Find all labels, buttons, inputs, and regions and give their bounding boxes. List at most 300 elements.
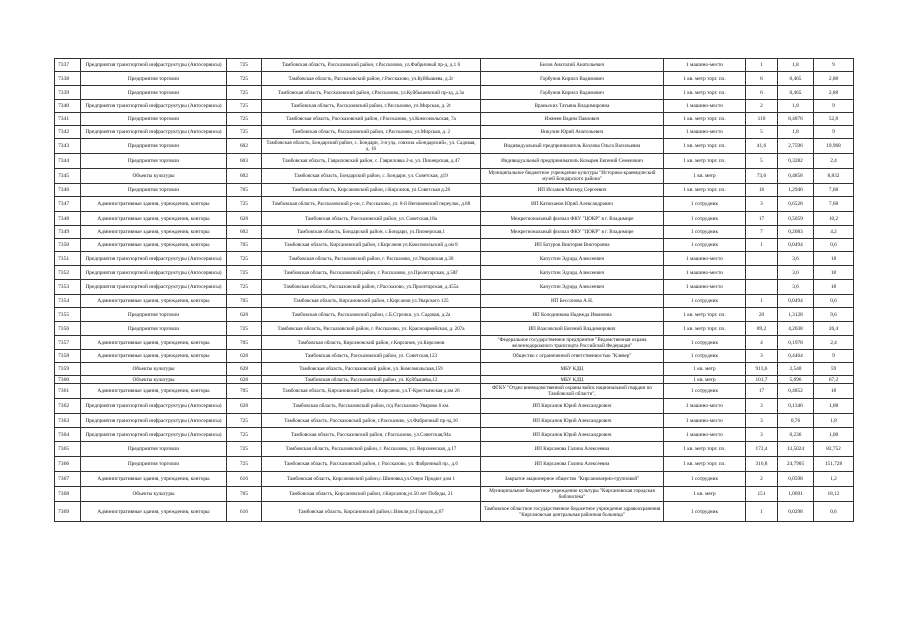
- quantity-cell: 5: [746, 126, 778, 139]
- object-type-cell: Административные здания, учреждения, конторы: [81, 226, 227, 239]
- quantity-cell: 89,2: [746, 322, 778, 336]
- quantity-cell: 4: [746, 336, 778, 350]
- organization-cell: Межрегиональный филиал ФКУ "ЦОКР" в г. Владимире: [481, 212, 664, 226]
- measure-unit-cell: 1 сотрудник: [664, 350, 746, 363]
- okato-code-cell: 628: [227, 399, 262, 414]
- rate-value-cell: 3,6: [778, 280, 814, 295]
- quantity-cell: 913,6: [746, 363, 778, 376]
- rate-value-cell: 5,696: [778, 376, 814, 384]
- organization-cell: ФГКУ "Отдел вневедомственной охраны войск национальной гвардии по Тамбовской области",: [481, 384, 664, 399]
- organization-cell: Индивидуальный предприниматель Козлова Ольга Васильевна: [481, 139, 664, 154]
- norm-value-cell: 1,08: [814, 399, 854, 414]
- organization-cell: ИП Кирсанов Юрий Александрович: [481, 428, 664, 442]
- table-row: [55, 384, 854, 399]
- object-type-cell: Предприятия транспортной инфраструктуры (Автосервисы): [81, 399, 227, 414]
- measure-unit-cell: 1 машино-место: [664, 100, 746, 113]
- okato-code-cell: 705: [227, 295, 262, 308]
- measure-unit-cell: 1 сотрудник: [664, 226, 746, 239]
- address-cell: Тамбовская область, Бондарский район, с.Бондари, ул.Пионерская,1: [262, 226, 481, 239]
- address-cell: Тамбовская область, Рассказовский район, г.Рассказово, ул.Мирская, д. 2г: [262, 100, 481, 113]
- organization-cell: ИП Исхаков Махмуд Сергеевич: [481, 184, 664, 197]
- measure-unit-cell: 1 кв. метр торг. пл.: [664, 113, 746, 126]
- norm-value-cell: 1,08: [814, 428, 854, 442]
- table-row: [55, 502, 854, 522]
- table-row: [55, 126, 854, 139]
- norm-value-cell: 10,2: [814, 212, 854, 226]
- measure-unit-cell: 1 машино-место: [664, 280, 746, 295]
- document-sheet: [54, 58, 853, 522]
- quantity-cell: 2: [746, 472, 778, 487]
- norm-value-cell: 9: [814, 350, 854, 363]
- rate-value-cell: 4,2038: [778, 322, 814, 336]
- object-type-cell: Административные здания, учреждения, конторы: [81, 502, 227, 522]
- object-type-cell: Предприятия транспортной инфраструктуры (Автосервисы): [81, 266, 227, 280]
- norm-value-cell: 18: [814, 384, 854, 399]
- organization-cell: Муниципальное бюджетное учреждение культуры "Историко-краеведческий музей Бондарского района": [481, 169, 664, 184]
- rate-value-cell: 2,540: [778, 363, 814, 376]
- address-cell: Тамбовская область, Бондарский район, с. Бондари, ул. Советская, д19: [262, 169, 481, 184]
- row-number-cell: 7363: [55, 414, 81, 428]
- address-cell: Тамбовская область, Рассказовский район, г.Рассказово, ул.Пролетарская, д.455а: [262, 280, 481, 295]
- address-cell: Тамбовская область, Рассказовский район, г. Рассказово, ул.Уваровская д.30: [262, 252, 481, 266]
- organization-cell: ИП Катюханов Юрий Александрович: [481, 197, 664, 212]
- address-cell: Тамбовская область, Кирсановский район,с.Вяжли,ул.Городок,д.67: [262, 502, 481, 522]
- okato-code-cell: 725: [227, 126, 262, 139]
- measure-unit-cell: 1 сотрудник: [664, 472, 746, 487]
- okato-code-cell: 705: [227, 487, 262, 502]
- rate-value-cell: 0,4464: [778, 350, 814, 363]
- row-number-cell: 7340: [55, 100, 81, 113]
- object-type-cell: Предприятия торговли: [81, 308, 227, 322]
- measure-unit-cell: 1 кв. метр: [664, 376, 746, 384]
- table-row: [55, 59, 854, 72]
- table-row: [55, 336, 854, 350]
- row-number-cell: 7351: [55, 252, 81, 266]
- quantity-cell: [746, 252, 778, 266]
- organization-cell: ИП Кирсанова Галина Алексеевна: [481, 442, 664, 457]
- rate-value-cell: 1,8: [778, 59, 814, 72]
- rate-value-cell: 24,7905: [778, 457, 814, 472]
- organization-cell: Горбунов Кирилл Вадимович: [481, 72, 664, 86]
- okato-code-cell: 602: [227, 139, 262, 154]
- object-type-cell: Предприятия транспортной инфраструктуры (Автосервисы): [81, 428, 227, 442]
- address-cell: Тамбовская область, Рассказовский район, ул. Советская,18а: [262, 212, 481, 226]
- norm-value-cell: 26,4: [814, 322, 854, 336]
- quantity-cell: 5: [746, 154, 778, 169]
- address-cell: Тамбовская область, Рассказовский район, г.Рассказово, ул.Фабричный пр-д, д.1 б: [262, 59, 481, 72]
- object-type-cell: Административные здания, учреждения, конторы: [81, 239, 227, 252]
- norm-value-cell: 2,88: [814, 86, 854, 100]
- row-number-cell: 7369: [55, 502, 81, 522]
- okato-code-cell: 628: [227, 308, 262, 322]
- table-row: [55, 113, 854, 126]
- address-cell: Тамбовская область, Рассказовский район, г.Рассказово, ул.Мирская, д. 2: [262, 126, 481, 139]
- organization-cell: Горбунов Кирилл Вадимович: [481, 86, 664, 100]
- measure-unit-cell: 1 машино-место: [664, 414, 746, 428]
- norm-value-cell: 67,2: [814, 376, 854, 384]
- address-cell: Тамбовская область, Рассказовский район, г.Рассказово, ул.Фабричный пр-зд,16: [262, 414, 481, 428]
- rate-value-cell: 2,7596: [778, 139, 814, 154]
- organization-cell: Ижнеев Вадим Павлович: [481, 113, 664, 126]
- okato-code-cell: 628: [227, 363, 262, 376]
- quantity-cell: 7: [746, 226, 778, 239]
- measure-unit-cell: 1 кв. метр торг. пл.: [664, 72, 746, 86]
- measure-unit-cell: 1 машино-место: [664, 252, 746, 266]
- row-number-cell: 7353: [55, 280, 81, 295]
- object-type-cell: Предприятия транспортной инфраструктуры (Автосервисы): [81, 414, 227, 428]
- object-type-cell: Административные здания, учреждения, конторы: [81, 384, 227, 399]
- table-row: [55, 442, 854, 457]
- rate-value-cell: 0,76: [778, 414, 814, 428]
- object-type-cell: Предприятия торговли: [81, 113, 227, 126]
- rate-value-cell: 1,2946: [778, 184, 814, 197]
- norm-value-cell: 18: [814, 252, 854, 266]
- okato-code-cell: 725: [227, 428, 262, 442]
- okato-code-cell: 725: [227, 252, 262, 266]
- norm-value-cell: 59: [814, 363, 854, 376]
- organization-cell: ИП Кирсанова Галина Алексеевна: [481, 457, 664, 472]
- okato-code-cell: 628: [227, 350, 262, 363]
- quantity-cell: 3: [746, 414, 778, 428]
- norm-value-cell: 151,728: [814, 457, 854, 472]
- measure-unit-cell: 1 кв. метр торг. пл.: [664, 322, 746, 336]
- norm-value-cell: 18: [814, 266, 854, 280]
- row-number-cell: 7359: [55, 363, 81, 376]
- organization-cell: Враньских Татьяна Владимировна: [481, 100, 664, 113]
- okato-code-cell: 725: [227, 442, 262, 457]
- row-number-cell: 7350: [55, 239, 81, 252]
- organization-cell: ИП Батуров Виктория Викторовна: [481, 239, 664, 252]
- quantity-cell: 110: [746, 113, 778, 126]
- row-number-cell: 7366: [55, 457, 81, 472]
- rate-value-cell: 13,5024: [778, 442, 814, 457]
- okato-code-cell: 725: [227, 100, 262, 113]
- address-cell: Тамбовская область, Рассказовский район, г. Рассказово, ул. Верхненская, д.17: [262, 442, 481, 457]
- okato-code-cell: 616: [227, 502, 262, 522]
- measure-unit-cell: 1 кв. метр: [664, 169, 746, 184]
- object-type-cell: Предприятия торговли: [81, 139, 227, 154]
- object-type-cell: Предприятия торговли: [81, 322, 227, 336]
- measure-unit-cell: 1 сотрудник: [664, 212, 746, 226]
- okato-code-cell: 725: [227, 266, 262, 280]
- address-cell: Тамбовская область, Рассказовский район, г.Рассказово, ул.Куйбышевский пр-зд, д.3а: [262, 86, 481, 100]
- okato-code-cell: 725: [227, 322, 262, 336]
- measure-unit-cell: 1 кв. метр: [664, 363, 746, 376]
- quantity-cell: 172,4: [746, 442, 778, 457]
- row-number-cell: 7368: [55, 487, 81, 502]
- rate-value-cell: 0,1346: [778, 399, 814, 414]
- row-number-cell: 7347: [55, 197, 81, 212]
- organization-cell: ИП Колодникова Надежда Ивановна: [481, 308, 664, 322]
- address-cell: Тамбовская область, Кирсановский район, г.Кирсанов, ул.Советская д.28: [262, 184, 481, 197]
- norm-value-cell: 8,832: [814, 169, 854, 184]
- address-cell: Тамбовская область, Рассказовский р-он, г. Рассказово, ул. 8-й Неплюевский переулок, д.88: [262, 197, 481, 212]
- row-number-cell: 7355: [55, 308, 81, 322]
- norm-value-cell: 18,12: [814, 487, 854, 502]
- address-cell: Тамбовская область, Кирсановский район, г.Кирсанов ул.Уварского 125: [262, 295, 481, 308]
- row-number-cell: 7338: [55, 72, 81, 86]
- measure-unit-cell: 1 машино-место: [664, 126, 746, 139]
- address-cell: Тамбовская область, Рассказовский район, ул. Куйбышева,12: [262, 376, 481, 384]
- row-number-cell: 7341: [55, 113, 81, 126]
- rate-value-cell: 0,0298: [778, 502, 814, 522]
- object-type-cell: Объекты культуры: [81, 363, 227, 376]
- table-row: [55, 414, 854, 428]
- organization-cell: ИП Бессонова А.Н.: [481, 295, 664, 308]
- address-cell: Тамбовская область, Кирсановский район, г.Кирсанов, ул.Кирсанов: [262, 336, 481, 350]
- table-row: [55, 487, 854, 502]
- okato-code-cell: 725: [227, 72, 262, 86]
- organization-cell: Тамбовское областное государственное бюджетное учреждение здравоохранения "Кирсановская центральная районная больница": [481, 502, 664, 522]
- rate-value-cell: 8,4876: [778, 113, 814, 126]
- measure-unit-cell: 1 кв. метр торг. пл.: [664, 308, 746, 322]
- organization-cell: ИП Власовский Евгений Владимирович: [481, 322, 664, 336]
- quantity-cell: 151: [746, 487, 778, 502]
- object-type-cell: Предприятия транспортной инфраструктуры (Автосервисы): [81, 126, 227, 139]
- rate-value-cell: 0,3282: [778, 154, 814, 169]
- address-cell: Тамбовская область, Рассказовский район, ул. Советская,123: [262, 350, 481, 363]
- rate-value-cell: 0,0494: [778, 295, 814, 308]
- quantity-cell: 6: [746, 86, 778, 100]
- norm-value-cell: 19,968: [814, 139, 854, 154]
- organization-cell: Капустин Эдуард Алексеевич: [481, 280, 664, 295]
- table-row: [55, 295, 854, 308]
- rate-value-cell: 0,4858: [778, 169, 814, 184]
- quantity-cell: [746, 266, 778, 280]
- table-row: [55, 266, 854, 280]
- row-number-cell: 7348: [55, 212, 81, 226]
- table-row: [55, 399, 854, 414]
- quantity-cell: 1: [746, 239, 778, 252]
- address-cell: Тамбовская область, Кирсановский район, г.Кирсанов ул.Комсомольский д.ом 8: [262, 239, 481, 252]
- quantity-cell: 3: [746, 197, 778, 212]
- quantity-cell: 41,6: [746, 139, 778, 154]
- row-number-cell: 7343: [55, 139, 81, 154]
- table-row: [55, 428, 854, 442]
- okato-code-cell: 725: [227, 457, 262, 472]
- quantity-cell: 6: [746, 72, 778, 86]
- table-row: [55, 154, 854, 169]
- measure-unit-cell: 1 машино-место: [664, 266, 746, 280]
- norm-value-cell: 9: [814, 126, 854, 139]
- okato-code-cell: 725: [227, 197, 262, 212]
- table-row: [55, 169, 854, 184]
- row-number-cell: 7346: [55, 184, 81, 197]
- object-type-cell: Объекты культуры: [81, 169, 227, 184]
- okato-code-cell: 628: [227, 376, 262, 384]
- quantity-cell: 73,6: [746, 169, 778, 184]
- quantity-cell: 2: [746, 100, 778, 113]
- row-number-cell: 7339: [55, 86, 81, 100]
- address-cell: Тамбовская область, Рассказовский район, г.Рассказово, ул.Советская,94а: [262, 428, 481, 442]
- norm-value-cell: 2,88: [814, 72, 854, 86]
- organization-cell: "Федеральное государственное предприятие "Ведомственная охрана железнодорожного транспорта Российской Федерации": [481, 336, 664, 350]
- rate-value-cell: 1,3128: [778, 308, 814, 322]
- norm-value-cell: 0,6: [814, 295, 854, 308]
- measure-unit-cell: 1 сотрудник: [664, 295, 746, 308]
- organization-cell: ИП Кирсанов Юрий Александрович: [481, 414, 664, 428]
- row-number-cell: 7362: [55, 399, 81, 414]
- object-type-cell: Предприятия транспортной инфраструктуры (Автосервисы): [81, 100, 227, 113]
- okato-code-cell: 705: [227, 336, 262, 350]
- rate-value-cell: 3,6: [778, 252, 814, 266]
- table-row: [55, 72, 854, 86]
- okato-code-cell: 725: [227, 280, 262, 295]
- table-row: [55, 280, 854, 295]
- object-type-cell: Административные здания, учреждения, конторы: [81, 472, 227, 487]
- okato-code-cell: 725: [227, 86, 262, 100]
- table-row: [55, 197, 854, 212]
- measure-unit-cell: 1 кв. метр торг. пл.: [664, 442, 746, 457]
- address-cell: Тамбовская область, Бондарский район, с. Бондари, 3-я улд. совхоза «Бондарский», ул. Садовая, д. 16: [262, 139, 481, 154]
- address-cell: Тамбовская область, Гавриловский район, с. Гавриловка 2-я, ул. Пионерская, д.47: [262, 154, 481, 169]
- rate-value-cell: 0,4852: [778, 384, 814, 399]
- table-row: [55, 226, 854, 239]
- measure-unit-cell: 1 машино-место: [664, 399, 746, 414]
- quantity-cell: [746, 280, 778, 295]
- rate-value-cell: 0,465: [778, 72, 814, 86]
- table-row: [55, 308, 854, 322]
- rate-value-cell: 0,1978: [778, 336, 814, 350]
- row-number-cell: 7365: [55, 442, 81, 457]
- organization-cell: Капустин Эдуард Алексеевич: [481, 266, 664, 280]
- table-row: [55, 184, 854, 197]
- rate-value-cell: 0,465: [778, 86, 814, 100]
- norm-value-cell: 1,8: [814, 414, 854, 428]
- address-cell: Тамбовская область, Рассказовский район, г. Рассказово, ул.Пролетарская, д.58Г: [262, 266, 481, 280]
- measure-unit-cell: 1 сотрудник: [664, 384, 746, 399]
- quantity-cell: 1: [746, 59, 778, 72]
- row-number-cell: 7337: [55, 59, 81, 72]
- table-row: [55, 350, 854, 363]
- organization-cell: МБУ КДЦ: [481, 376, 664, 384]
- rate-value-cell: 1,8: [778, 100, 814, 113]
- row-number-cell: 7349: [55, 226, 81, 239]
- measure-unit-cell: 1 кв. метр торг. пл.: [664, 139, 746, 154]
- row-number-cell: 7352: [55, 266, 81, 280]
- organization-cell: Закрытое акционерное общество "Кирсановзерно-групповой": [481, 472, 664, 487]
- address-cell: Тамбовская область, Кирсановский район,с.Шиновка,ул.Озеро Продюг дом 1: [262, 472, 481, 487]
- object-type-cell: Предприятия торговли: [81, 457, 227, 472]
- measure-unit-cell: 1 кв. метр торг. пл.: [664, 457, 746, 472]
- rate-value-cell: 1,0691: [778, 487, 814, 502]
- quantity-cell: 101,7: [746, 376, 778, 384]
- table-row: [55, 139, 854, 154]
- norm-value-cell: 82,752: [814, 442, 854, 457]
- organization-cell: Белов Анатолий Анатольевич: [481, 59, 664, 72]
- table-body: [55, 59, 854, 522]
- address-cell: Тамбовская область, Рассказовский район, г.Рассказово, ул.Куйбышева, д.3г: [262, 72, 481, 86]
- table-row: [55, 239, 854, 252]
- table-row: [55, 472, 854, 487]
- table-row: [55, 86, 854, 100]
- okato-code-cell: 628: [227, 212, 262, 226]
- measure-unit-cell: 1 сотрудник: [664, 239, 746, 252]
- okato-code-cell: 725: [227, 59, 262, 72]
- quantity-cell: 1: [746, 502, 778, 522]
- organization-cell: Общество с ограниченной ответственностью "Клевер": [481, 350, 664, 363]
- okato-code-cell: 616: [227, 472, 262, 487]
- okato-code-cell: 725: [227, 113, 262, 126]
- measure-unit-cell: 1 кв. метр торг. пл.: [664, 86, 746, 100]
- object-type-cell: Предприятия транспортной инфраструктуры (Автосервисы): [81, 252, 227, 266]
- organization-cell: ИП Кирсанов Юрий Александрович: [481, 399, 664, 414]
- object-type-cell: Административные здания, учреждения, конторы: [81, 350, 227, 363]
- object-type-cell: Предприятия транспортной инфраструктуры (Автосервисы): [81, 59, 227, 72]
- object-type-cell: Предприятия торговли: [81, 154, 227, 169]
- organization-cell: Викулин Юрий Анатольевич: [481, 126, 664, 139]
- norm-value-cell: 18: [814, 280, 854, 295]
- row-number-cell: 7345: [55, 169, 81, 184]
- rate-value-cell: 0,5059: [778, 212, 814, 226]
- organization-cell: Индивидуальный предприниматель Козырев Евгений Семенович: [481, 154, 664, 169]
- table-row: [55, 457, 854, 472]
- norm-value-cell: 1,2: [814, 472, 854, 487]
- row-number-cell: 7344: [55, 154, 81, 169]
- norm-value-cell: 2,4: [814, 336, 854, 350]
- object-type-cell: Предприятия торговли: [81, 184, 227, 197]
- measure-unit-cell: 1 сотрудник: [664, 197, 746, 212]
- measure-unit-cell: 1 кв. метр торг. пл.: [664, 154, 746, 169]
- address-cell: Тамбовская область, Рассказовский район, ул. Комсомольская,159: [262, 363, 481, 376]
- object-type-cell: Предприятия транспортной инфраструктуры (Автосервисы): [81, 280, 227, 295]
- object-type-cell: Административные здания, учреждения, конторы: [81, 336, 227, 350]
- okato-code-cell: 705: [227, 184, 262, 197]
- table-row: [55, 376, 854, 384]
- quantity-cell: 3: [746, 350, 778, 363]
- object-type-cell: Административные здания, учреждения, конторы: [81, 295, 227, 308]
- okato-code-cell: 705: [227, 239, 262, 252]
- okato-code-cell: 603: [227, 154, 262, 169]
- organization-cell: Межрегиональный филиал ФКУ "ЦОКР" в г. Владимире: [481, 226, 664, 239]
- measure-unit-cell: 1 машино-место: [664, 428, 746, 442]
- okato-code-cell: 602: [227, 226, 262, 239]
- row-number-cell: 7357: [55, 336, 81, 350]
- norm-value-cell: 52,8: [814, 113, 854, 126]
- object-type-cell: Предприятия торговли: [81, 86, 227, 100]
- address-cell: Тамбовская область, Рассказовский район, п/д Рассказово-Уварово 6 км.: [262, 399, 481, 414]
- row-number-cell: 7354: [55, 295, 81, 308]
- okato-code-cell: 705: [227, 384, 262, 399]
- rate-value-cell: 0,0598: [778, 472, 814, 487]
- row-number-cell: 7364: [55, 428, 81, 442]
- quantity-cell: 20: [746, 308, 778, 322]
- measure-unit-cell: 1 кв. метр торг. пл.: [664, 184, 746, 197]
- quantity-cell: 3: [746, 399, 778, 414]
- object-type-cell: Административные здания, учреждения, конторы: [81, 212, 227, 226]
- address-cell: Тамбовская область, Рассказовский район, г. Рассказово, ул. Фабричный пр., д.6: [262, 457, 481, 472]
- norm-value-cell: 9: [814, 59, 854, 72]
- organization-cell: Муниципальное бюджетное учреждение культуры "Кирсановская городская библиотека": [481, 487, 664, 502]
- measure-unit-cell: 1 сотрудник: [664, 502, 746, 522]
- norm-value-cell: 7,68: [814, 197, 854, 212]
- quantity-cell: 316,8: [746, 457, 778, 472]
- row-number-cell: 7361: [55, 384, 81, 399]
- organization-cell: МБУ КДЦ: [481, 363, 664, 376]
- measure-unit-cell: 1 кв. метр: [664, 487, 746, 502]
- registry-table: [54, 58, 854, 522]
- address-cell: Тамбовская область, Рассказовский район, г.Рассказово, ул.Комсомольская, 7а: [262, 113, 481, 126]
- row-number-cell: 7342: [55, 126, 81, 139]
- quantity-cell: 17: [746, 384, 778, 399]
- address-cell: Тамбовская область, Рассказовский район, с.Б.Стрелки, ул. Садовая, д.2а: [262, 308, 481, 322]
- organization-cell: Капустин Эдуард Алексеевич: [481, 252, 664, 266]
- quantity-cell: 3: [746, 428, 778, 442]
- okato-code-cell: 602: [227, 169, 262, 184]
- object-type-cell: Предприятия торговли: [81, 72, 227, 86]
- quantity-cell: 16: [746, 184, 778, 197]
- table-row: [55, 322, 854, 336]
